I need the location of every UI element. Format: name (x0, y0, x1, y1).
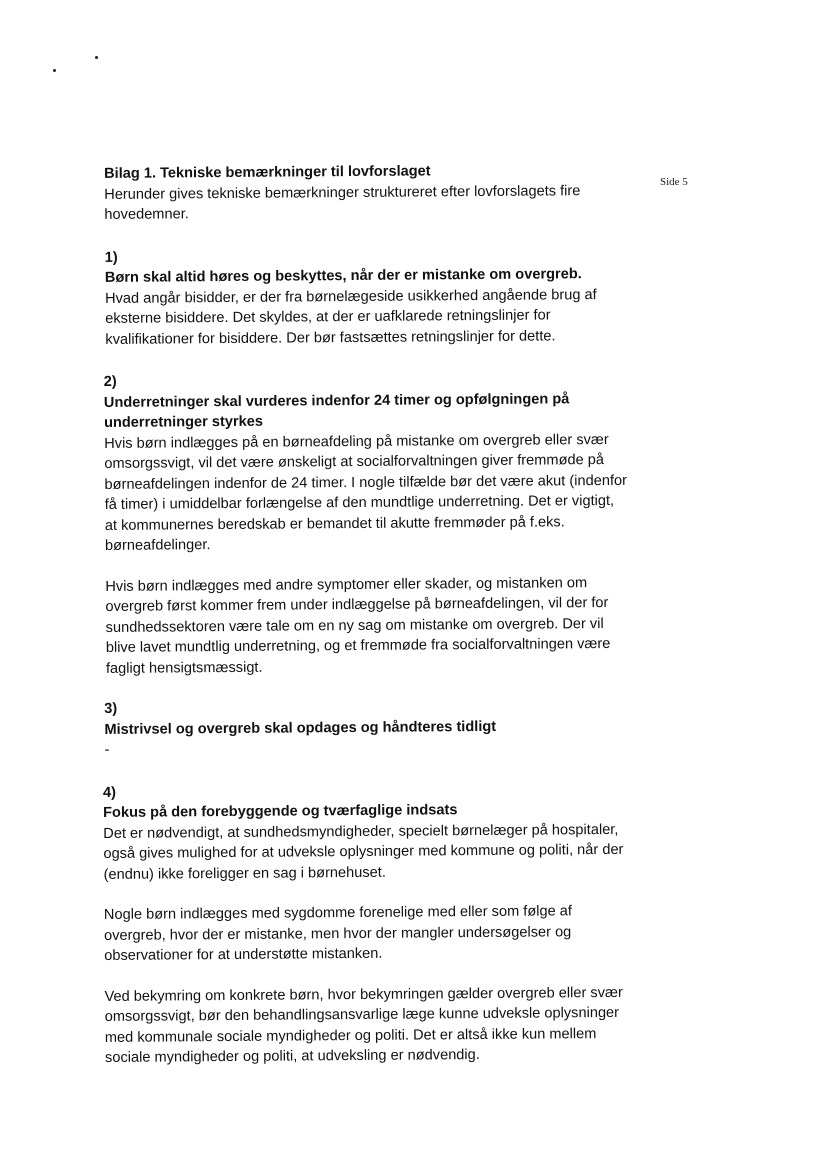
section-heading: Børn skal altid høres og beskyttes, når der er mistanke om overgreb. (104, 266, 582, 286)
section-heading: Underretninger skal vurderes indenfor 24 timer og opfølgningen på underretninger styrkes (103, 390, 570, 431)
section-number: 4) (102, 784, 116, 801)
document-title: Bilag 1. Tekniske bemærkninger til lovforslaget (104, 163, 431, 182)
section-paragraph: - (104, 741, 110, 758)
section-paragraph: Det er nødvendigt, at sundhedsmyndigheder, specielt børnelæger på hospitaler, også gives mulighed for at udveksle oplysninger med kommune og politi, når der (endnu) ikke foreligger en sag i børnehuset. (103, 821, 624, 883)
section-paragraph: Hvad angår bisidder, er der fra børnelægeside usikkerhed angående brug af eksterne bisiddere. Det skyldes, at der er uafklarede retningslinjer for kvalifikationer for bisiddere. Der bør fastsættes retningslinjer for dette. (104, 286, 597, 348)
section-3 (100, 695, 630, 761)
section-2 (98, 368, 630, 679)
page-number: Side 5 (660, 176, 688, 188)
section-paragraph: Nogle børn indlægges med sygdomme forenelige med eller som følge af overgreb, hvor der er mistanke, men hvor der mangler undersøgelser og observationer for at understøtte mistanken. (103, 903, 572, 964)
section-1 (97, 243, 628, 350)
document-intro: Herunder gives tekniske bemærkninger struktureret efter lovforslagets fire hovedemner. (104, 182, 581, 223)
section-heading: Mistrivsel og overgreb skal opdages og håndteres tidligt (104, 718, 497, 738)
scan-speck (95, 56, 98, 59)
scan-speck (53, 69, 56, 72)
section-paragraph: Hvis børn indlægges med andre symptomer eller skader, og mistanken om overgreb først kommer frem under indlæggelse på børneafdelingen, vil der for sundhedssektoren være tale om en ny sag om mistanke om overgreb. Der vil blive lavet mundtlig underretning, og et fremmøde fra socialforvaltningen være fagligt hensigtsmæssigt. (105, 574, 611, 677)
section-number: 1) (104, 249, 118, 266)
section-number: 3) (104, 700, 118, 717)
section-number: 2) (103, 373, 117, 390)
section-paragraph: Ved bekymring om konkrete børn, hvor bekymringen gælder overgreb eller svær omsorgssvigt, bør den behandlingsansvarlige læge kunne udveksle oplysninger med kommunale sociale myndigheder og politi. Det er altså ikke kun mellem sociale myndigheder og politi, at udveksling er nødvendig. (104, 984, 623, 1066)
section-paragraph: Hvis børn indlægges på en børneafdeling på mistanke om overgreb eller svær omsorgssvigt, vil det være ønskeligt at socialforvaltningen giver fremmøde på børneafdelingen indenfor de 24 timer. I nogle tilfælde bør det være akut (indenfor få timer) i umiddelbar forlængelse af den mundtlige underretning. Det er vigtigt, at kommunernes beredskab er bemandet til akutte fremmøder på f.eks. børneafdelinger. (104, 431, 628, 554)
section-heading: Fokus på den forebyggende og tværfaglige indsats (103, 802, 458, 821)
document-body (96, 160, 633, 1069)
section-4 (101, 778, 633, 1068)
